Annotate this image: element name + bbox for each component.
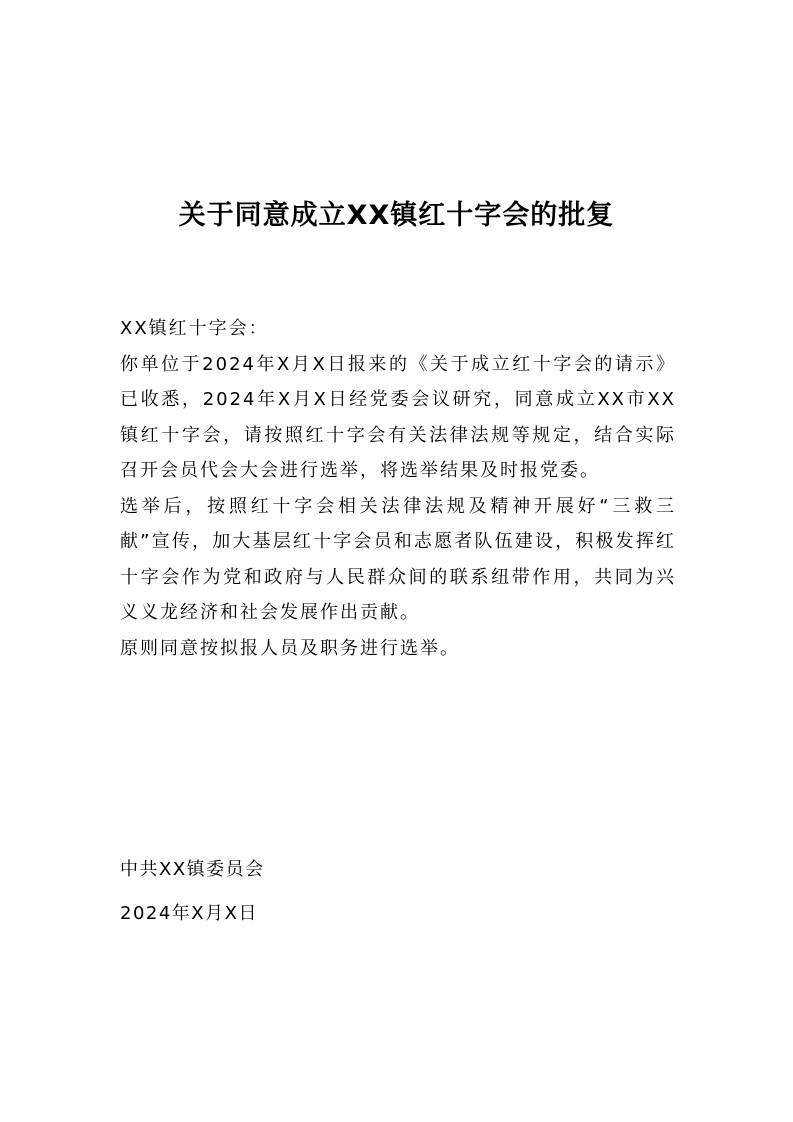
salutation: XX镇红十字会： (120, 318, 269, 339)
signature-org: 中共XX镇委员会 (120, 859, 265, 880)
document-body (120, 311, 676, 666)
document-title: 关于同意成立XX镇红十字会的批复 (178, 200, 615, 231)
body-paragraph-3: 原则同意按拟报人员及职务进行选举。 (120, 637, 460, 659)
body-paragraph-1: 你单位于2024年X月X日报来的《关于成立红十字会的请示》已收悉，2024年X月X日经党委会议研究，同意成立XX市XX镇红十字会，请按照红十字会有关法律法规等规定，结合实际召开会员代会大会进行选举，将选举结果及时报党委。 (120, 353, 676, 481)
body-paragraph-2: 选举后，按照红十字会相关法律法规及精神开展好“三救三献”宣传，加大基层红十字会员和志愿者队伍建设，积极发挥红十字会作为党和政府与人民群众间的联系纽带作用，共同为兴义义龙经济和社会发展作出贡献。 (120, 495, 676, 623)
signature-block (120, 848, 520, 936)
signature-date: 2024年X月X日 (120, 903, 258, 924)
